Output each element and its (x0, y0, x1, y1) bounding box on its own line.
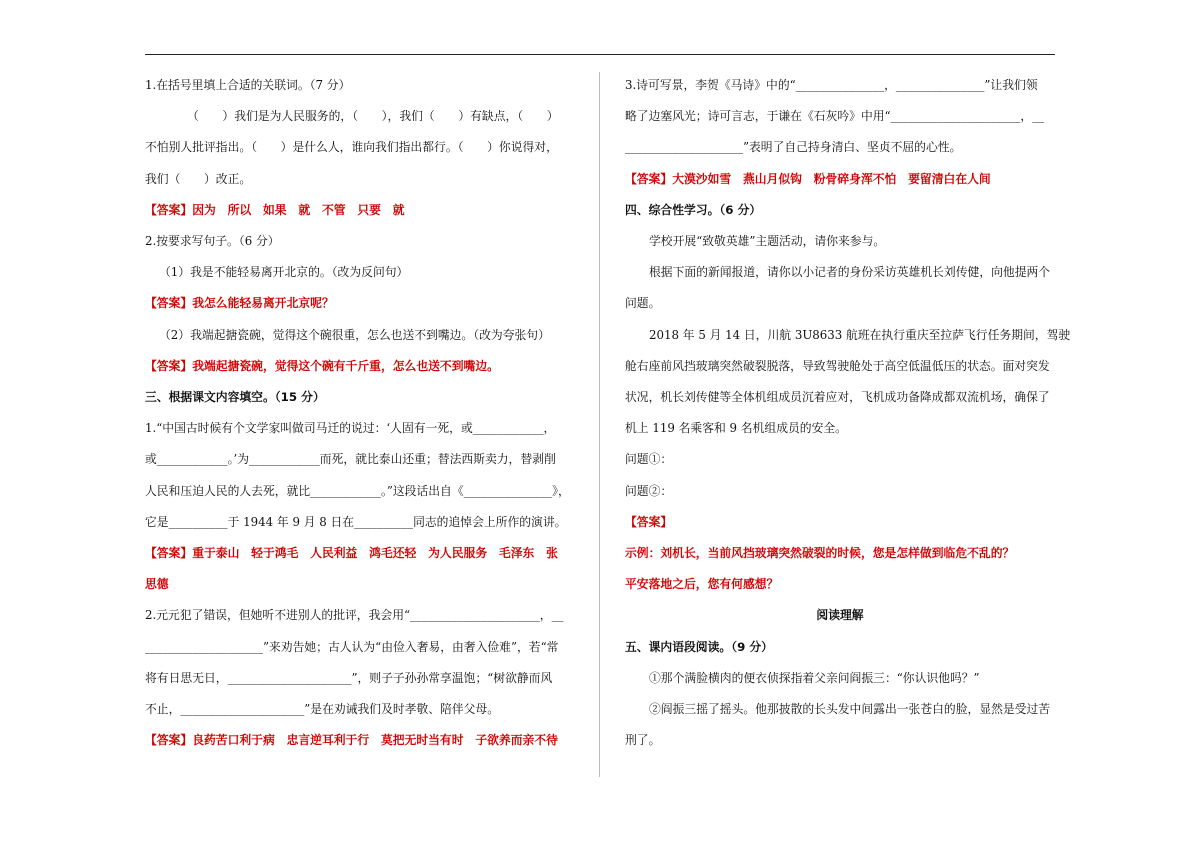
right-line-16: 平安落地之后，您有何感想？ (625, 577, 779, 592)
left-line-18: ____________________”来劝告她；古人认为“由俭入奢易，由奢入俭难”，若“常 (145, 639, 559, 654)
left-line-14: 它是__________于 1944 年 9 月 8 日在__________同志的追悼会上所作的演讲。 (145, 514, 567, 529)
left-line-7: 【答案】我怎么能轻易离开北京呢？ (145, 296, 334, 311)
right-line-3: 【答案】大漠沙如雪 燕山月似钩 粉骨碎身浑不怕 要留清白在人间 (625, 171, 991, 186)
left-line-4: 【答案】因为 所以 如果 就 不管 只要 就 (145, 202, 405, 217)
left-line-8: （2）我端起搪瓷碗，觉得这个碗很重，怎么也送不到嘴边。（改为夸张句） (159, 327, 550, 342)
left-column (145, 70, 577, 756)
right-line-5: 学校开展“致敬英雄”主题活动，请你来参与。 (649, 234, 886, 249)
right-line-8: 2018 年 5 月 14 日，川航 3U8633 航班在执行重庆至拉萨飞行任务期间，驾驶 (649, 327, 1071, 342)
right-line-21: 刑了。 (625, 733, 661, 748)
left-line-1: （ ）我们是为人民服务的，（ ），我们（ ）有缺点，（ ） (187, 109, 559, 124)
left-line-9: 【答案】我端起搪瓷碗，觉得这个碗有千斤重，怎么也送不到嘴边。 (145, 358, 499, 373)
left-line-12: 或____________。’为____________而死，就比泰山还重；替法西斯卖力，替剥削 (145, 452, 556, 467)
right-line-0: 3.诗可写景，李贺《马诗》中的“_______________，_______________”让我们领 (625, 78, 1038, 92)
left-line-3: 我们（ ）改正。 (145, 171, 252, 186)
left-line-6: （1）我是不能轻易离开北京的。（改为反问句） (159, 265, 409, 280)
left-line-15: 【答案】重于泰山 轻于鸿毛 人民利益 鸿毛还轻 为人民服务 毛泽东 张 (145, 546, 558, 561)
right-line-1: 略了边塞风光；诗可言志，于谦在《石灰吟》中用“______________________，__ (625, 109, 1044, 124)
right-line-12: 问题①： (625, 452, 673, 467)
right-line-18: 五、课内语段阅读。（9 分） (625, 639, 773, 654)
left-line-0: 1.在括号里填上合适的关联词。（7 分） (145, 78, 351, 92)
right-line-11: 机上 119 名乘客和 9 名机组成员的安全。 (625, 421, 847, 436)
left-line-10: 三、根据课文内容填空。（15 分） (145, 390, 325, 405)
right-line-17: 阅读理解 (816, 608, 864, 623)
header-rule (145, 54, 1055, 55)
right-line-2: ____________________”表明了自己持身清白、坚贞不屈的心性。 (625, 140, 962, 155)
left-line-11: 1.“中国古时候有个文学家叫做司马迁的说过：‘人固有一死，或____________， (145, 421, 556, 436)
right-line-20: ②阎振三摇了摇头。他那披散的长头发中间露出一张苍白的脸，显然是受过苦 (649, 702, 1051, 717)
right-column (625, 70, 1071, 756)
left-line-17: 2.元元犯了错误，但她听不进别人的批评，我会用“______________________，__ (145, 608, 564, 623)
column-divider (599, 72, 600, 777)
right-line-6: 根据下面的新闻报道，请你以小记者的身份采访英雄机长刘传健，向他提两个 (649, 265, 1051, 280)
right-line-14: 【答案】 (625, 514, 673, 529)
left-line-16: 思德 (145, 577, 169, 592)
left-line-5: 2.按要求写句子。（6 分） (145, 234, 280, 249)
right-line-15: 示例：刘机长，当前风挡玻璃突然破裂的时候，您是怎样做到临危不乱的？ (625, 546, 1015, 561)
left-line-2: 不怕别人批评指出。（ ）是什么人，谁向我们指出都行。（ ）你说得对， (145, 140, 558, 155)
right-line-9: 舱右座前风挡玻璃突然破裂脱落，导致驾驶舱处于高空低温低压的状态。面对突发 (625, 358, 1050, 373)
right-line-4: 四、综合性学习。（6 分） (625, 202, 762, 217)
left-line-13: 人民和压迫人民的人去死，就比____________。”这段话出自《_______________》， (145, 483, 570, 498)
right-line-10: 状况，机长刘传健等全体机组成员沉着应对，飞机成功备降成都双流机场，确保了 (625, 390, 1050, 405)
right-line-13: 问题②： (625, 483, 673, 498)
right-line-19: ①那个满脸横肉的便衣侦探指着父亲问阎振三：“你认识他吗？” (649, 670, 980, 685)
right-line-7: 问题。 (625, 296, 661, 311)
left-line-20: 不止，_____________________”是在劝诫我们及时孝敬、陪伴父母。 (145, 702, 500, 717)
left-line-19: 将有日思无日，_____________________”，则子子孙孙常享温饱；“树欲静而风 (145, 670, 553, 685)
left-line-21: 【答案】良药苦口利于病 忠言逆耳利于行 莫把无时当有时 子欲养而亲不待 (145, 733, 558, 748)
